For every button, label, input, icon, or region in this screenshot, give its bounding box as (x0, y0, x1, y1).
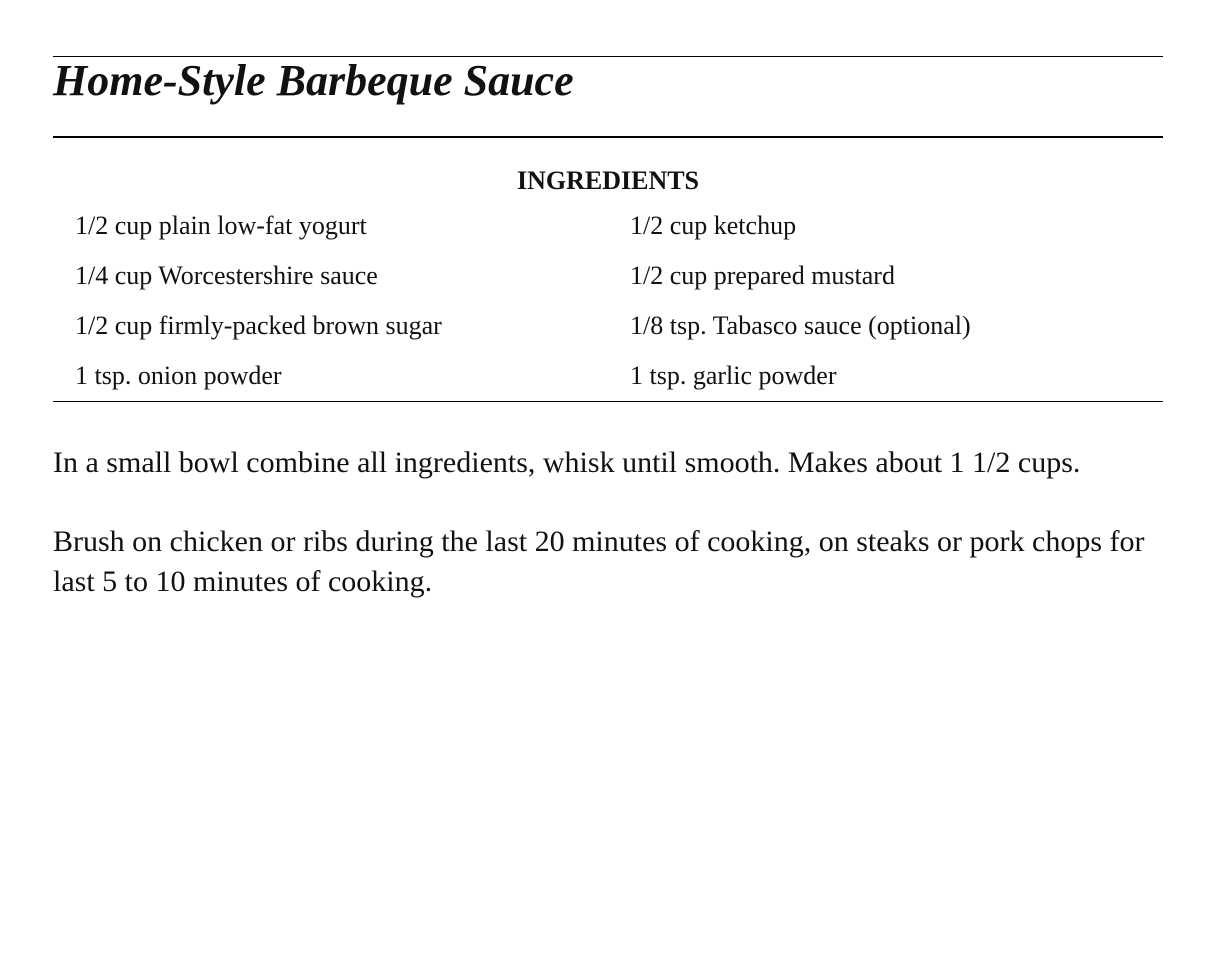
ingredient-item: 1/4 cup Worcestershire sauce (75, 261, 378, 290)
instruction-paragraph: In a small bowl combine all ingredients, whisk until smooth. Makes about 1 1/2 cups. (53, 446, 1081, 479)
instruction-paragraph: Brush on chicken or ribs during the last 20 minutes of cooking, on steaks or pork chops for last 5 to 10 minutes of cooking. (53, 525, 1145, 598)
recipe-title: Home-Style Barbeque Sauce (53, 56, 574, 105)
ingredient-item: 1/8 tsp. Tabasco sauce (optional) (630, 311, 971, 340)
ingredients-bottom-rule (53, 401, 1163, 402)
ingredient-item: 1 tsp. onion powder (75, 361, 282, 390)
ingredient-item: 1/2 cup plain low-fat yogurt (75, 211, 367, 240)
ingredients-list (53, 201, 1163, 401)
ingredient-item: 1/2 cup firmly-packed brown sugar (75, 311, 442, 340)
instructions (53, 443, 1163, 602)
title-divider (53, 136, 1163, 138)
ingredient-item: 1/2 cup prepared mustard (630, 261, 895, 290)
ingredients-heading: INGREDIENTS (516, 166, 700, 195)
ingredient-item: 1/2 cup ketchup (630, 211, 797, 240)
recipe-page (53, 56, 1163, 641)
ingredient-item: 1 tsp. garlic powder (630, 361, 837, 390)
